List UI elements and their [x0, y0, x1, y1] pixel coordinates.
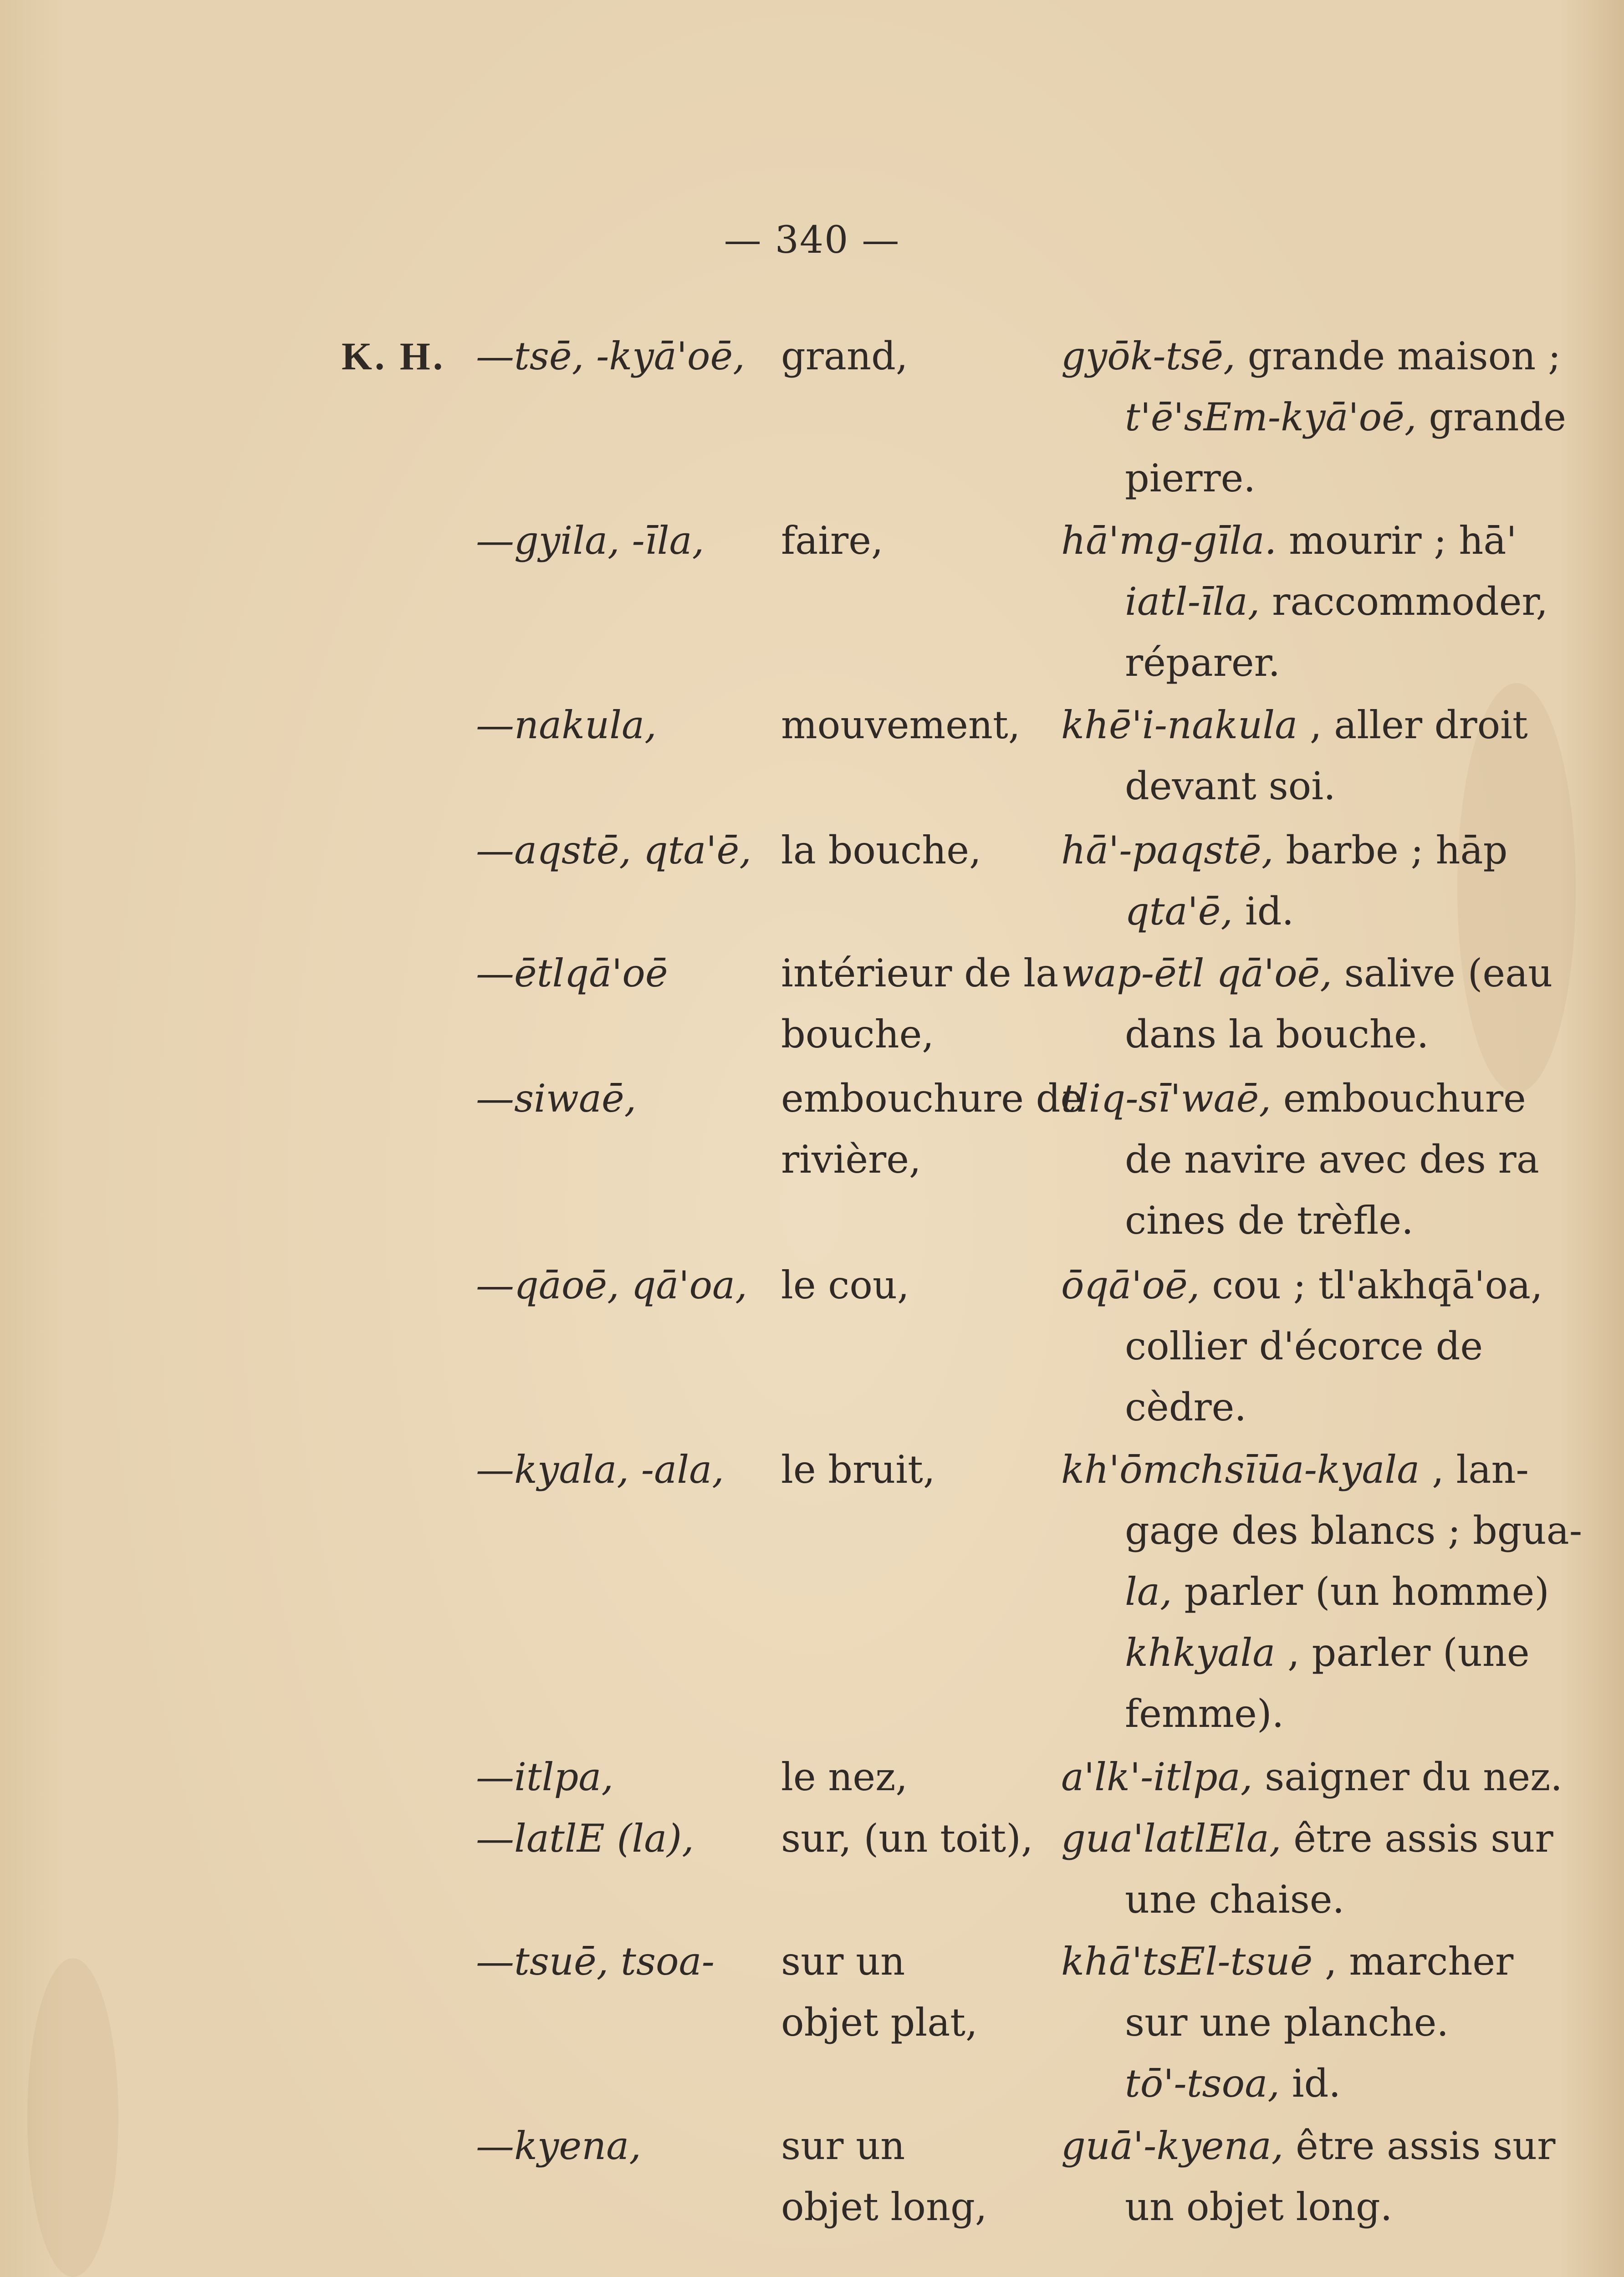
example-line [1061, 326, 1571, 387]
example-text: id. [1233, 889, 1294, 934]
example-term: hā'mg-gīla. [1061, 518, 1277, 563]
entry-example [1061, 2115, 1571, 2237]
entry-term: —ētlqā'oē [476, 951, 668, 996]
example-line [1061, 820, 1571, 881]
entry-gloss [781, 2115, 1054, 2237]
entry-term: —siwaē, [476, 1076, 637, 1121]
example-line [1061, 2115, 1571, 2176]
example-line [1061, 943, 1571, 1004]
example-text: pierre. [1125, 456, 1256, 500]
entry-gloss [781, 820, 1054, 881]
gloss-line: faire, [781, 518, 883, 563]
example-text: embouchure [1271, 1076, 1526, 1121]
example-line [1061, 1500, 1583, 1561]
example-term: la, [1125, 1569, 1172, 1614]
example-text: saigner du nez. [1252, 1755, 1563, 1799]
entry-term: —tsuē, tsoa- [476, 1939, 715, 1984]
example-term: tō'-tsoa, [1125, 2061, 1280, 2106]
example-term: tliq-sī'waē, [1061, 1076, 1272, 1121]
entry-gloss [781, 1255, 1054, 1316]
example-term: t'ē'sEm-kyā'oē, [1125, 395, 1417, 439]
example-term: khā'tsEl-tsuē [1061, 1939, 1313, 1984]
example-text: grande [1416, 395, 1566, 439]
example-line [1061, 510, 1571, 571]
entry-example [1061, 326, 1571, 509]
entry-example [1061, 943, 1571, 1065]
example-line [1061, 1683, 1571, 1744]
example-line [1061, 448, 1571, 509]
example-text: un objet long. [1125, 2185, 1393, 2229]
entry-example [1061, 1931, 1571, 2114]
gloss-line: mouvement, [781, 703, 1021, 747]
entry-gloss [781, 1746, 1054, 1807]
example-text: dans la bouche. [1125, 1012, 1429, 1057]
entry-example [1061, 1808, 1571, 1930]
entry-term: —tsē, -kyā'oē, [476, 334, 745, 378]
example-line [1061, 571, 1571, 632]
entry-gloss [781, 1068, 1083, 1190]
example-line [1061, 1004, 1571, 1065]
example-line [1061, 2176, 1571, 2237]
example-term: gua'latlEla, [1061, 1816, 1282, 1861]
example-text: cou ; tl'akhqā'oa, [1200, 1263, 1543, 1307]
entry-example [1061, 1068, 1571, 1251]
example-text: réparer. [1125, 640, 1281, 685]
example-term: wap-ētl qā'oē, [1061, 951, 1333, 996]
entry-term: —nakula, [476, 703, 657, 747]
entry-example [1061, 510, 1571, 693]
example-line [1061, 1439, 1571, 1500]
example-text: mourir ; hā' [1277, 518, 1517, 563]
example-line [1061, 1068, 1571, 1129]
example-text: sur une planche. [1125, 2000, 1449, 2045]
example-line [1061, 1255, 1571, 1316]
entry-gloss [781, 1931, 1054, 2053]
example-text: parler (un homme) [1172, 1569, 1549, 1614]
entry-term: —aqstē, qta'ē, [476, 828, 751, 873]
example-line [1061, 1561, 1571, 1622]
entry-term: —gyila, -īla, [476, 518, 705, 563]
example-text: femme). [1125, 1691, 1284, 1736]
example-text: cèdre. [1125, 1385, 1247, 1430]
example-term: ōqā'oē, [1061, 1263, 1200, 1307]
gloss-line: objet long, [781, 2185, 987, 2229]
gloss-line: grand, [781, 334, 908, 378]
entry-example [1061, 1746, 1571, 1807]
example-text: collier d'écorce de [1125, 1324, 1483, 1368]
example-line [1061, 387, 1571, 448]
page-number: — 340 — [724, 219, 900, 262]
example-term: qta'ē, [1125, 889, 1233, 934]
example-term: iatl-īla, [1125, 579, 1260, 624]
entry-term: —itlpa, [476, 1755, 614, 1799]
entry-term: —latlE (la), [476, 1816, 694, 1861]
gloss-line: la bouche, [781, 828, 981, 873]
example-term: guā'-kyena, [1061, 2124, 1284, 2168]
entry-gloss [781, 510, 1054, 571]
example-text: , parler (une [1275, 1630, 1530, 1675]
entry-gloss [781, 1439, 1054, 1500]
example-term: kh'ōmchsīūa-kyala [1061, 1447, 1420, 1492]
example-line [1061, 1746, 1571, 1807]
gloss-line: sur, (un toit), [781, 1816, 1033, 1861]
example-line [1061, 1992, 1571, 2053]
example-text: une chaise. [1125, 1877, 1345, 1922]
gloss-line: intérieur de la [781, 951, 1059, 996]
example-text: de navire avec des ra [1125, 1137, 1539, 1182]
example-text: , aller droit [1297, 703, 1528, 747]
example-text: id. [1280, 2061, 1341, 2106]
entry-gloss [781, 1808, 1054, 1869]
gloss-line: le cou, [781, 1263, 909, 1307]
example-text: devant soi. [1125, 764, 1336, 808]
example-text: , marcher [1312, 1939, 1514, 1984]
gloss-line: objet plat, [781, 2000, 978, 2045]
example-text: raccommoder, [1260, 579, 1548, 624]
example-term: a'lk'-itlpa, [1061, 1755, 1253, 1799]
example-line [1061, 694, 1571, 756]
gloss-line: sur un [781, 2124, 905, 2168]
gloss-line: rivière, [781, 1137, 921, 1182]
entry-example [1061, 820, 1571, 942]
gloss-line: sur un [781, 1939, 905, 1984]
example-line [1061, 1808, 1571, 1869]
example-line [1061, 756, 1571, 817]
entry-gloss [781, 943, 1059, 1065]
example-line [1061, 632, 1571, 693]
example-text: grande maison ; [1235, 334, 1561, 378]
example-text: , lan- [1420, 1447, 1529, 1492]
example-text: barbe ; hāp [1273, 828, 1508, 873]
gloss-line: bouche, [781, 1012, 934, 1057]
example-term: khkyala [1125, 1630, 1276, 1675]
example-line [1061, 2053, 1571, 2114]
example-line [1061, 1377, 1571, 1438]
entry-example [1061, 694, 1571, 817]
example-line [1061, 1129, 1571, 1190]
entry-term: —qāoē, qā'oa, [476, 1263, 747, 1307]
example-text: gage des blancs ; bgua- [1125, 1508, 1583, 1553]
gloss-line: le nez, [781, 1755, 908, 1799]
gloss-line: embouchure de [781, 1076, 1083, 1121]
example-text: être assis sur [1283, 2124, 1556, 2168]
example-line [1061, 1316, 1571, 1377]
example-line [1061, 881, 1571, 942]
example-text: être assis sur [1281, 1816, 1553, 1861]
example-line [1061, 1190, 1571, 1251]
section-prefix: K. H. [342, 334, 446, 378]
entry-example [1061, 1439, 1583, 1744]
example-line [1061, 1869, 1571, 1930]
entry-gloss [781, 694, 1054, 756]
example-term: gyōk-tsē, [1061, 334, 1236, 378]
example-text: salive (eau [1332, 951, 1553, 996]
gloss-line: le bruit, [781, 1447, 935, 1492]
entry-example [1061, 1255, 1571, 1438]
example-term: khē'i-nakula [1061, 703, 1298, 747]
example-term: hā'-paqstē, [1061, 828, 1274, 873]
entry-gloss [781, 326, 1054, 387]
entry-term: —kyena, [476, 2124, 641, 2168]
example-line [1061, 1622, 1571, 1683]
example-text: cines de trèfle. [1125, 1198, 1414, 1243]
example-line [1061, 1931, 1571, 1992]
entry-term: —kyala, -ala, [476, 1447, 724, 1492]
